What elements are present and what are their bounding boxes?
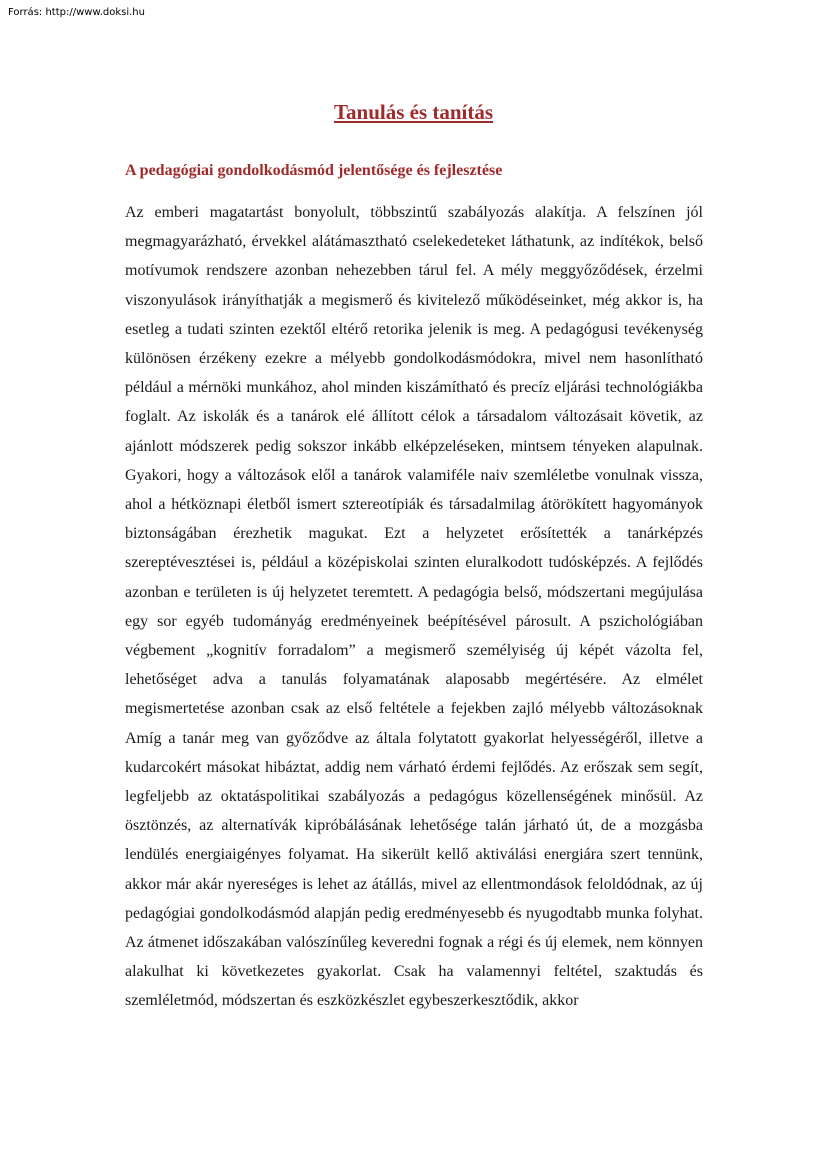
section-heading: A pedagógiai gondolkodásmód jelentősége és fejlesztése — [125, 162, 503, 179]
body-paragraph: Az emberi magatartást bonyolult, többszintű szabályozás alakítja. A felszínen jól megmagyarázható, érvekkel alátámasztható cselekedeteket láthatunk, az indítékok, belső motívumok rendszere azonban nehezebben tárul fel. A mély meggyőződések, érzelmi viszonyulások irányíthatják a megismerő és kivitelező működéseinket, még akkor is, ha esetleg a tudati szinten ezektől eltérő retorika jelenik is meg. A pedagógusi tevékenység különösen érzékeny ezekre a mélyebb gondolkodásmódokra, mivel nem hasonlítható például a mérnöki munkához, ahol minden kiszámítható és precíz eljárási technológiákba foglalt. Az iskolák és a tanárok elé állított célok a társadalom változásait követik, az ajánlott módszerek pedig sokszor inkább elképzeléseken, mintsem tényeken alapulnak. Gyakori, hogy a változások elől a tanárok valamiféle naiv szemléletbe vonulnak vissza, ahol a hétköznapi életből ismert sztereotípiák és társadalmilag átörökített hagyományok biztonságában érezhetik magukat. Ezt a helyzetet erősítették a tanárképzés szereptévesztései is, például a középiskolai szinten eluralkodott tudósképzés. A fejlődés azonban e területen is új helyzetet teremtett. A pedagógia belső, módszertani megújulása egy sor egyéb tudományág eredményeinek beépítésével párosult. A pszichológiában végbement „kognitív forradalom” a megismerő személyiség új képét vázolta fel, lehetőséget adva a tanulás folyamatának alaposabb megértésére. Az elmélet megismertetése azonban csak az első feltétele a fejekben zajló mélyebb változásoknak Amíg a tanár meg van győződve az általa folytatott gyakorlat helyességéről, illetve a kudarcokért másokat hibáztat, addig nem várható érdemi fejlődés. Az erőszak sem segít, legfeljebb az oktatáspolitikai szabályozás a pedagógus közellenségének minősül. Az ösztönzés, az alternatívák kipróbálásának lehetősége talán járható út, de a mozgásba lendülés energiaigényes folyamat. Ha sikerült kellő aktiválási energiára szert tennünk, akkor már akár nyereséges is lehet az átállás, mivel az ellentmondások feloldódnak, az új pedagógiai gondolkodásmód alapján pedig eredményesebb és nyugodtabb munka folyhat. Az átmenet időszakában valószínűleg keveredni fognak a régi és új elemek, nem könnyen alakulhat ki következetes gyakorlat. Csak ha valamennyi feltétel, szaktudás és szemléletmód, módszertan és eszközkészlet egybeszerkesztődik, akkor — [125, 204, 703, 1010]
source-label: Forrás: http://www.doksi.hu — [8, 7, 145, 18]
document-title: Tanulás és tanítás — [333, 100, 494, 124]
